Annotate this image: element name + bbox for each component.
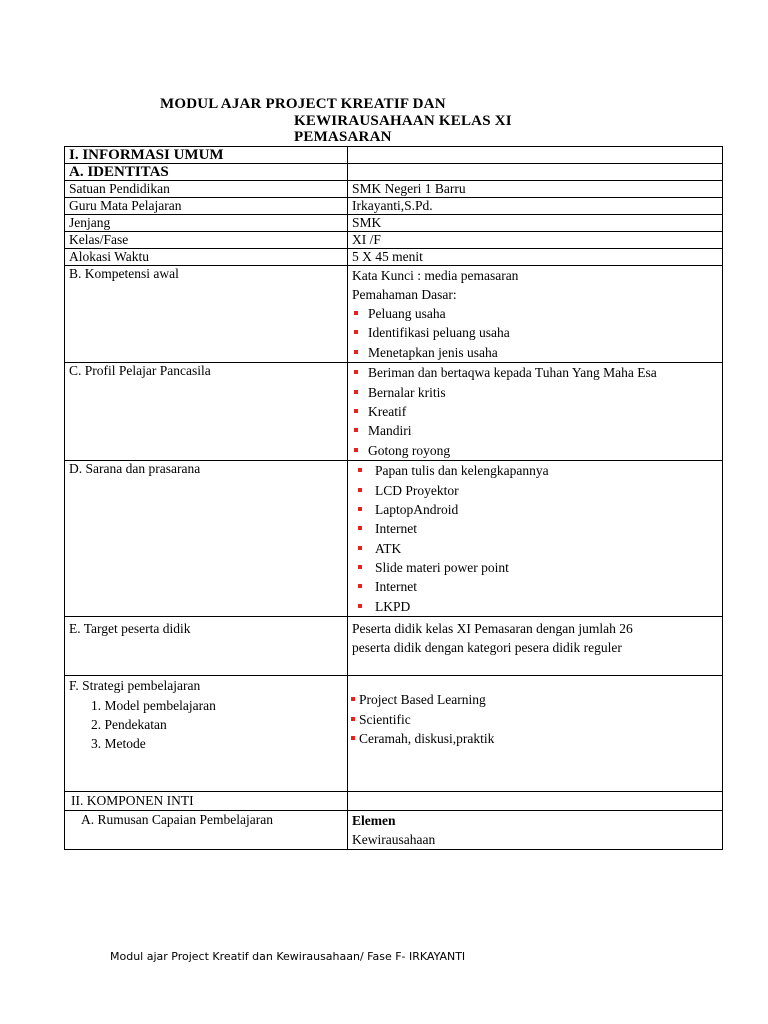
identity-label-jenjang: Jenjang	[65, 215, 348, 232]
list-item: LCD Proyektor	[352, 481, 722, 500]
list-item: LaptopAndroid	[352, 500, 722, 519]
identity-value-jenjang: SMK	[348, 215, 723, 232]
profil-label: C. Profil Pelajar Pancasila	[65, 363, 348, 461]
list-item: Project Based Learning	[351, 690, 722, 710]
list-item: Internet	[352, 519, 722, 538]
profil-list	[352, 363, 722, 460]
identity-value-kelas: XI /F	[348, 232, 723, 249]
list-item: Ceramah, diskusi,praktik	[351, 729, 722, 749]
kompetensi-list	[352, 304, 722, 362]
bullet-icon	[358, 488, 362, 492]
bullet-icon	[354, 311, 358, 315]
identity-label-guru: Guru Mata Pelajaran	[65, 198, 348, 215]
bullet-icon	[358, 468, 362, 472]
list-item: Kreatif	[352, 402, 722, 421]
bullet-icon	[358, 526, 362, 530]
list-item: Scientific	[351, 710, 722, 730]
kompetensi-label: B. Kompetensi awal	[65, 266, 348, 363]
target-cell	[348, 617, 723, 676]
target-line1: Peserta didik kelas XI Pemasaran dengan jumlah 26	[352, 621, 633, 637]
section1-heading: I. INFORMASI UMUM	[65, 147, 348, 164]
sarana-cell	[348, 461, 723, 617]
list-item: Mandiri	[352, 421, 722, 440]
identity-label-alokasi: Alokasi Waktu	[65, 249, 348, 266]
module-table	[64, 146, 723, 850]
list-item: Slide materi power point	[352, 558, 722, 577]
section2-heading: II. KOMPONEN INTI	[65, 792, 348, 811]
bullet-icon	[358, 604, 362, 608]
identitas-heading: A. IDENTITAS	[65, 164, 348, 181]
strategi-metode: 3. Metode	[91, 736, 146, 752]
identity-value-alokasi: 5 X 45 menit	[348, 249, 723, 266]
kompetensi-cell	[348, 266, 723, 363]
identity-label-satuan: Satuan Pendidikan	[65, 181, 348, 198]
strategi-cell	[65, 676, 348, 792]
list-item: Menetapkan jenis usaha	[352, 343, 722, 362]
page-footer: Modul ajar Project Kreatif dan Kewirausahaan/ Fase F- IRKAYANTI	[110, 950, 466, 963]
bullet-icon	[351, 717, 355, 721]
strategi-list	[351, 690, 722, 749]
sarana-label: D. Sarana dan prasarana	[65, 461, 348, 617]
elemen-value: Kewirausahaan	[352, 832, 436, 848]
list-item: Beriman dan bertaqwa kepada Tuhan Yang Maha Esa	[352, 363, 722, 382]
target-label: E. Target peserta didik	[65, 617, 348, 676]
bullet-icon	[358, 565, 362, 569]
list-item: Gotong royong	[352, 441, 722, 460]
bullet-icon	[354, 350, 358, 354]
list-item: Bernalar kritis	[352, 383, 722, 402]
list-item: LKPD	[352, 597, 722, 616]
list-item: Peluang usaha	[352, 304, 722, 323]
document-title-line2: KEWIRAUSAHAAN KELAS XI	[294, 113, 512, 129]
sarana-list	[352, 461, 722, 616]
strategi-pendekatan: 2. Pendekatan	[91, 717, 167, 733]
target-line2: peserta didik dengan kategori pesera didik reguler	[352, 640, 622, 656]
bullet-icon	[354, 428, 358, 432]
bullet-icon	[354, 370, 358, 374]
bullet-icon	[358, 546, 362, 550]
elemen-label: Elemen	[352, 813, 396, 829]
kata-kunci: Kata Kunci : media pemasaran	[352, 268, 519, 283]
bullet-icon	[351, 697, 355, 701]
document-title-line3: PEMASARAN	[294, 129, 392, 145]
strategi-label: F. Strategi pembelajaran	[69, 678, 201, 694]
elemen-cell	[348, 811, 723, 850]
list-item: ATK	[352, 539, 722, 558]
list-item: Internet	[352, 577, 722, 596]
list-item: Papan tulis dan kelengkapannya	[352, 461, 722, 480]
strategi-model: 1. Model pembelajaran	[91, 697, 216, 713]
pemahaman-dasar: Pemahaman Dasar:	[352, 287, 457, 302]
list-item: Identifikasi peluang usaha	[352, 323, 722, 342]
bullet-icon	[351, 736, 355, 740]
profil-cell	[348, 363, 723, 461]
bullet-icon	[354, 330, 358, 334]
bullet-icon	[358, 584, 362, 588]
document-title-line1: MODUL AJAR PROJECT KREATIF DAN	[160, 96, 446, 112]
bullet-icon	[358, 507, 362, 511]
identity-label-kelas: Kelas/Fase	[65, 232, 348, 249]
bullet-icon	[354, 409, 358, 413]
bullet-icon	[354, 448, 358, 452]
identity-value-guru: Irkayanti,S.Pd.	[348, 198, 723, 215]
strategi-values-cell	[348, 676, 723, 792]
identity-value-satuan: SMK Negeri 1 Barru	[348, 181, 723, 198]
bullet-icon	[354, 390, 358, 394]
rumusan-label: A. Rumusan Capaian Pembelajaran	[65, 811, 348, 850]
